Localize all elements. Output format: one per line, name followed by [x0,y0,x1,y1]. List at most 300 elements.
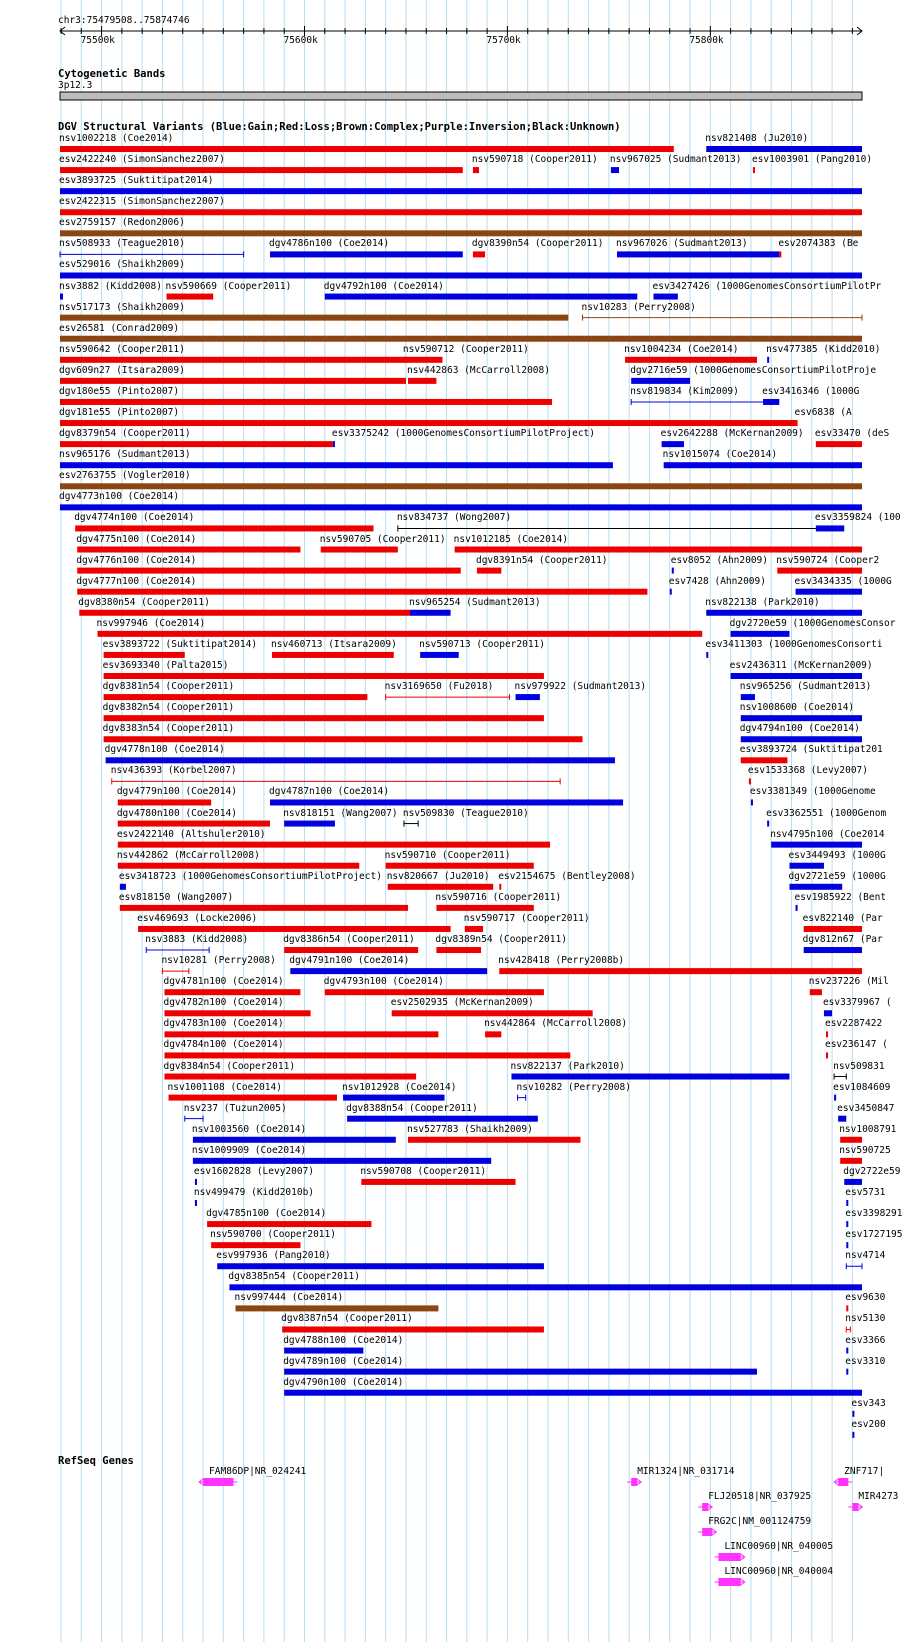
dgv-variant-bar [270,251,463,257]
dgv-feature-label[interactable]: esv3362551 (1000Genom [766,807,887,819]
dgv-variant-bar [436,905,533,911]
dgv-feature-label[interactable]: esv1602828 (Levy2007) [193,1165,315,1177]
ruler-position: chr3:75479508..75874746 [58,15,190,26]
dgv-variant-bar [654,294,678,300]
dgv-feature-label[interactable]: esv3375242 (1000GenomesConsortiumPilotProject) [331,428,595,440]
dgv-variant-bar [60,315,568,321]
dgv-feature-label[interactable]: dgv4782n100 (Coe2014) [163,997,284,1009]
dgv-feature-label[interactable]: nsv1003560 (Coe2014) [191,1123,307,1135]
dgv-feature-label[interactable]: nsv834737 (Wong2007) [396,512,512,524]
dgv-feature-label[interactable]: esv6838 (A [794,407,852,419]
dgv-feature-label[interactable]: dgv4789n100 (Coe2014) [283,1355,404,1367]
refseq-gene-label[interactable]: LINC00960|NR_040005 [724,1541,834,1552]
refseq-gene-exon [702,1528,712,1536]
dgv-feature-label[interactable]: nsv590716 (Cooper2011) [435,891,562,903]
dgv-variant-bar [751,799,753,805]
dgv-feature-label[interactable]: dgv4790n100 (Coe2014) [283,1376,404,1388]
dgv-feature-label[interactable]: dgv180e55 (Pinto2007) [59,385,180,397]
dgv-variant-bar [436,947,481,953]
dgv-feature-label[interactable]: nsv965254 (Sudmant2013) [409,596,541,608]
dgv-feature-label[interactable]: dgv4786n100 (Coe2014) [269,238,390,250]
dgv-variant-bar [420,652,459,658]
dgv-variant-bar [118,842,550,848]
refseq-gene-exon [203,1478,233,1486]
dgv-variant-bar [826,1031,828,1037]
dgv-feature-label[interactable]: dgv2720e59 (1000GenomesConsor [729,617,896,629]
dgv-feature-label[interactable]: nsv10282 (Perry2008) [516,1081,631,1093]
dgv-feature-label[interactable]: esv1003901 (Pang2010) [751,154,873,166]
dgv-feature-label[interactable]: esv7428 (Ahn2009) [668,575,766,587]
dgv-feature-label[interactable]: dgv8388n54 (Cooper2011) [346,1102,478,1114]
dgv-variant-bar [60,399,552,405]
dgv-variant-bar [846,1305,848,1311]
dgv-feature-label[interactable]: nsv820667 (Ju2010) [386,870,490,882]
dgv-variant-bar [408,1137,580,1143]
dgv-variant-bar [473,251,485,257]
dgv-feature-label[interactable]: nsv436393 (Korbel2007) [110,765,237,777]
dgv-variant-bar [816,441,862,447]
dgv-variant-bar [767,821,769,827]
dgv-variant-bar [229,1284,862,1290]
dgv-variant-bar [846,1221,848,1227]
dgv-feature-label[interactable]: nsv965176 (Sudmant2013) [59,449,191,461]
dgv-variant-bar [763,399,779,405]
dgv-variant-bar [731,631,790,637]
dgv-variant-bar [79,610,410,616]
dgv-variant-bar [796,589,862,595]
dgv-track-title[interactable]: DGV Structural Variants (Blue:Gain;Red:Loss;Brown:Complex;Purple:Inversion;Black:Unknown) [58,121,621,133]
dgv-variant-bar [731,673,862,679]
dgv-variant-bar [706,652,708,658]
dgv-variant-bar [834,1095,836,1101]
dgv-feature-label[interactable]: dgv4787n100 (Coe2014) [269,786,390,798]
refseq-gene-label[interactable]: MIR1324|NR_031714 [637,1466,735,1477]
dgv-feature-label[interactable]: esv8052 (Ahn2009) [670,554,768,566]
dgv-feature-label[interactable]: nsv590705 (Cooper2011) [319,533,446,545]
dgv-variant-bar [167,294,214,300]
dgv-feature-label[interactable]: nsv3882 (Kidd2008) [59,280,162,292]
dgv-feature-label[interactable]: dgv4783n100 (Coe2014) [163,1018,284,1030]
dgv-variant-bar [664,462,862,468]
dgv-variant-bar [410,610,451,616]
dgv-feature-label[interactable]: nsv590642 (Cooper2011) [59,343,185,355]
dgv-feature-label[interactable]: nsv965256 (Sudmant2013) [739,681,872,693]
refseq-gene-label[interactable]: MIR4273 [858,1491,899,1502]
dgv-variant-bar [60,167,463,173]
dgv-feature-label[interactable]: esv3418723 (1000GenomesConsortiumPilotProject) [118,870,382,882]
dgv-variant-bar [164,1010,310,1016]
dgv-variant-bar [670,589,672,595]
dgv-feature-label[interactable]: nsv1004234 (Coe2014) [624,343,739,355]
refseq-gene-label[interactable]: FAM86DP|NR_024241 [209,1466,307,1477]
dgv-feature-label[interactable]: dgv8389n54 (Cooper2011) [435,934,567,946]
dgv-feature-label[interactable]: nsv442864 (McCarroll2008) [484,1018,628,1030]
dgv-feature-label[interactable]: nsv1009909 (Coe2014) [191,1144,307,1156]
dgv-feature-label[interactable]: esv2502935 (McKernan2009) [390,997,534,1009]
dgv-feature-label[interactable]: nsv590700 (Cooper2011) [210,1229,336,1241]
dgv-variant-bar [120,884,126,890]
dgv-variant-bar [104,736,583,742]
dgv-variant-bar [741,694,755,700]
dgv-feature-label[interactable]: dgv4776n100 (Coe2014) [76,554,197,566]
refseq-gene-exon [631,1478,637,1486]
dgv-feature-label[interactable]: esv2422315 (SimonSanchez2007) [59,196,225,208]
dgv-feature-label[interactable]: esv3381349 (1000Genome [749,786,876,798]
dgv-variant-bar [741,715,862,721]
dgv-feature-label[interactable]: esv1727195 [845,1229,902,1241]
dgv-feature-label[interactable]: nsv590669 (Cooper2011) [165,280,292,292]
refseq-gene-label[interactable]: LINC00960|NR_040004 [724,1566,834,1577]
dgv-variant-bar [844,1179,862,1185]
dgv-feature-label[interactable]: nsv997444 (Coe2014) [234,1292,344,1304]
dgv-feature-label[interactable]: nsv10281 (Perry2008) [161,955,276,967]
dgv-feature-label[interactable]: nsv1008791 [839,1123,897,1135]
dgv-variant-bar [164,989,300,995]
dgv-variant-bar [77,589,647,595]
dgv-feature-label[interactable]: dgv4777n100 (Coe2014) [76,575,197,587]
dgv-variant-bar [846,1348,848,1354]
refseq-gene-exon [852,1503,858,1511]
dgv-variant-bar [741,736,862,742]
dgv-variant-bar [499,968,862,974]
dgv-feature-label[interactable]: esv2287422 [824,1018,883,1030]
dgv-variant-bar [118,821,270,827]
dgv-feature-label[interactable]: esv2642288 (McKernan2009) [660,428,804,440]
dgv-feature-label[interactable]: dgv4773n100 (Coe2014) [59,491,180,503]
dgv-feature-label[interactable]: nsv590725 [839,1144,891,1156]
dgv-variant-bar [217,1263,544,1269]
dgv-variant-bar [706,610,862,616]
dgv-feature-label[interactable]: esv469693 (Locke2006) [137,912,258,924]
dgv-feature-label[interactable]: nsv822138 (Park2010) [705,596,820,608]
dgv-variant-bar [333,441,335,447]
dgv-variant-bar [284,1369,757,1375]
dgv-variant-bar [104,715,544,721]
dgv-variant-bar [60,294,63,300]
dgv-variant-bar [104,694,368,700]
dgv-feature-label[interactable]: nsv509831 [833,1060,885,1072]
dgv-feature-label[interactable]: esv3893724 (Suktitipat201 [739,744,883,756]
dgv-feature-label[interactable]: nsv1002218 (Coe2014) [59,133,174,144]
dgv-feature-label[interactable]: esv2422240 (SimonSanchez2007) [59,154,225,166]
dgv-variant-bar [617,251,779,257]
dgv-feature-label[interactable]: nsv5130 [845,1313,886,1325]
dgv-feature-label[interactable]: dgv8381n54 (Cooper2011) [102,681,235,693]
dgv-feature-label[interactable]: esv2436311 (McKernan2009) [729,660,873,671]
dgv-feature-label[interactable]: nsv590718 (Cooper2011) [471,154,598,166]
dgv-feature-label[interactable]: esv818150 (Wang2007) [118,891,234,903]
dgv-feature-label[interactable]: nsv821408 (Ju2010) [705,133,809,144]
dgv-variant-bar [164,1074,416,1080]
dgv-variant-bar [662,441,684,447]
dgv-feature-label[interactable]: nsv1012185 (Coe2014) [453,533,569,545]
dgv-feature-label[interactable]: nsv442863 (McCarroll2008) [406,364,550,376]
dgv-feature-label[interactable]: nsv967026 (Sudmant2013) [615,238,748,250]
dgv-feature-label[interactable]: esv343 [851,1397,886,1409]
dgv-variant-bar [325,294,637,300]
refseq-gene-label[interactable]: FRG2C|NM_001124759 [708,1516,812,1527]
dgv-variant-bar [767,357,769,363]
dgv-feature-label[interactable]: esv26581 (Conrad2009) [59,322,180,334]
dgv-feature-label[interactable]: nsv979922 (Sudmant2013) [514,681,647,693]
dgv-feature-label[interactable]: nsv428418 (Perry2008b) [498,955,625,967]
dgv-feature-label[interactable]: esv2154675 (Bentley2008) [498,870,636,882]
dgv-variant-bar [840,1158,862,1164]
dgv-feature-label[interactable]: dgv4784n100 (Coe2014) [163,1039,284,1051]
dgv-feature-label[interactable]: esv1533368 (Levy2007) [747,765,868,777]
dgv-feature-label[interactable]: nsv590712 (Cooper2011) [402,343,529,355]
dgv-feature-label[interactable]: dgv4794n100 (Coe2014) [739,723,860,735]
dgv-feature-label[interactable]: esv3893725 (Suktitipat2014) [59,175,214,187]
dgv-variant-bar [361,1179,515,1185]
dgv-feature-label[interactable]: dgv8390n54 (Cooper2011) [471,238,604,250]
dgv-feature-label[interactable]: nsv818151 (Wang2007) [283,807,398,819]
dgv-feature-label[interactable]: dgv8391n54 (Cooper2011) [475,554,608,566]
dgv-feature-label[interactable]: esv529016 (Shaikh2009) [59,259,185,271]
dgv-variant-bar [169,1095,337,1101]
dgv-feature-label[interactable]: nsv517173 (Shaikh2009) [59,301,185,313]
dgv-variant-bar [272,652,394,658]
dgv-variant-bar [826,1052,828,1058]
dgv-feature-label[interactable]: nsv4714 [845,1250,886,1262]
dgv-feature-label[interactable]: dgv8385n54 (Cooper2011) [228,1271,360,1283]
dgv-feature-label[interactable]: nsv590724 (Cooper2 [776,554,880,566]
dgv-variant-bar [60,462,613,468]
dgv-variant-bar [741,757,788,763]
dgv-variant-bar [477,568,501,574]
dgv-feature-label[interactable]: dgv812n67 (Par [802,934,883,946]
dgv-variant-bar [193,1158,491,1164]
ruler-tick-label[interactable]: 75800k [689,35,724,46]
dgv-feature-label[interactable]: dgv4781n100 (Coe2014) [163,976,284,988]
dgv-variant-bar [499,884,501,890]
dgv-feature-label[interactable]: nsv4795n100 (Coe2014 [770,828,885,840]
refseq-gene-label[interactable]: ZNF717| [844,1466,885,1477]
dgv-variant-bar [164,1052,570,1058]
dgv-feature-label[interactable]: esv3893722 (Suktitipat2014) [102,638,258,650]
dgv-feature-label[interactable]: dgv4793n100 (Coe2014) [323,976,444,988]
dgv-variant-bar [77,568,461,574]
dgv-variant-bar [282,1326,544,1332]
cytoband-label: 3p12.3 [58,80,93,91]
dgv-variant-bar [98,631,703,637]
dgv-feature-label[interactable]: esv997936 (Pang2010) [216,1250,331,1262]
dgv-variant-bar [60,357,406,363]
dgv-feature-label[interactable]: nsv508933 (Teague2010) [59,238,185,250]
dgv-variant-bar [789,884,842,890]
dgv-feature-label[interactable]: nsv967025 (Sudmant2013) [609,154,742,166]
dgv-variant-bar [511,1074,789,1080]
dgv-variant-bar [672,568,674,574]
dgv-feature-label[interactable]: nsv819834 (Kim2009) [630,385,739,397]
ruler-tick-label[interactable]: 75500k [80,35,115,46]
dgv-feature-label[interactable]: nsv10283 (Perry2008) [581,301,696,313]
dgv-feature-label[interactable]: esv3366 [845,1334,886,1346]
dgv-variant-bar [60,272,862,278]
dgv-feature-label[interactable]: nsv997946 (Coe2014) [96,617,206,629]
dgv-variant-bar [284,1348,363,1354]
dgv-feature-label[interactable]: esv822140 (Par [802,912,883,924]
dgv-feature-label[interactable]: nsv590710 (Cooper2011) [384,849,511,861]
dgv-feature-label[interactable]: esv3693340 (Palta2015) [102,660,229,671]
ruler-tick-label[interactable]: 75600k [283,35,318,46]
dgv-variant-bar [60,420,796,426]
dgv-variant-bar [779,251,781,257]
dgv-feature-label[interactable]: nsv460713 (Itsara2009) [271,638,397,650]
dgv-variant-bar [284,1390,862,1396]
dgv-feature-label[interactable]: nsv3883 (Kidd2008) [145,934,249,946]
dgv-variant-bar [465,926,483,932]
dgv-feature-label[interactable]: dgv181e55 (Pinto2007) [59,407,180,419]
dgv-feature-label[interactable]: esv3359824 (100 [814,512,901,524]
dgv-feature-label[interactable]: dgv4780n100 (Coe2014) [116,807,237,819]
dgv-variant-bar [138,926,450,932]
dgv-variant-bar [625,357,757,363]
dgv-feature-label[interactable]: nsv822137 (Park2010) [510,1060,625,1072]
dgv-feature-label[interactable]: dgv4778n100 (Coe2014) [104,744,225,756]
dgv-feature-label[interactable]: esv2759157 (Redon2006) [59,217,185,229]
dgv-variant-bar [473,167,479,173]
dgv-feature-label[interactable]: dgv8379n54 (Cooper2011) [59,428,191,440]
dgv-feature-label[interactable]: nsv237 (Tuzun2005) [183,1102,287,1114]
dgv-feature-label[interactable]: esv3310 [845,1355,886,1367]
dgv-feature-label[interactable]: dgv8384n54 (Cooper2011) [163,1060,296,1072]
dgv-feature-label[interactable]: nsv1008600 (Coe2014) [739,702,855,714]
dgv-variant-bar [75,525,373,531]
dgv-feature-label[interactable]: nsv477385 (Kidd2010) [766,343,881,355]
dgv-variant-bar [852,1432,854,1438]
dgv-feature-label[interactable]: dgv2722e59 [843,1165,901,1177]
dgv-feature-label[interactable]: esv2763755 (Vogler2010) [59,470,191,482]
dgv-variant-bar [804,926,862,932]
dgv-variant-bar [164,1031,438,1037]
dgv-variant-bar [749,778,751,784]
dgv-feature-label[interactable]: dgv4785n100 (Coe2014) [206,1208,327,1220]
dgv-variant-bar [270,799,623,805]
dgv-feature-label[interactable]: nsv590713 (Cooper2011) [419,638,545,650]
dgv-feature-label[interactable]: dgv4792n100 (Coe2014) [323,280,444,292]
dgv-feature-label[interactable]: dgv8386n54 (Cooper2011) [283,934,415,946]
dgv-variant-bar [771,842,862,848]
dgv-feature-label[interactable]: dgv8387n54 (Cooper2011) [281,1313,413,1325]
dgv-variant-bar [207,1221,371,1227]
dgv-variant-bar [824,1010,832,1016]
dgv-feature-label[interactable]: esv3398291 [845,1208,902,1220]
dgv-variant-bar [706,146,862,152]
dgv-feature-label[interactable]: esv3450847 [837,1102,895,1114]
dgv-variant-bar [60,483,862,489]
dgv-feature-label[interactable]: dgv8382n54 (Cooper2011) [102,702,235,714]
dgv-feature-label[interactable]: nsv1012928 (Coe2014) [342,1081,457,1093]
dgv-feature-label[interactable]: nsv509830 (Teague2010) [402,807,529,819]
dgv-feature-label[interactable]: nsv590708 (Cooper2011) [360,1165,487,1177]
dgv-variant-bar [60,146,674,152]
dgv-feature-label[interactable]: nsv442862 (McCarroll2008) [116,849,260,861]
dgv-feature-label[interactable]: dgv609n27 (Itsara2009) [59,364,185,376]
dgv-feature-label[interactable]: esv3434335 (1000G [794,575,892,587]
dgv-feature-label[interactable]: esv2074383 (Be [778,238,859,250]
dgv-variant-bar [321,547,398,553]
dgv-feature-label[interactable]: esv5731 [845,1187,886,1198]
dgv-feature-label[interactable]: esv3427426 (1000GenomesConsortiumPilotPr [652,280,882,292]
dgv-variant-bar [195,1179,197,1185]
dgv-variant-bar [516,694,540,700]
dgv-variant-bar [325,989,544,995]
dgv-variant-bar [236,1305,439,1311]
dgv-feature-label[interactable]: esv1084609 [833,1081,891,1093]
refseq-track-title[interactable]: RefSeq Genes [58,1455,134,1467]
dgv-feature-label[interactable]: esv1985922 (Bent [794,891,887,903]
refseq-gene-label[interactable]: FLJ20518|NR_037925 [708,1491,812,1502]
dgv-variant-bar [60,188,862,194]
dgv-variant-bar [284,821,335,827]
dgv-variant-bar [846,1200,848,1206]
dgv-feature-label[interactable]: dgv4775n100 (Coe2014) [76,533,197,545]
dgv-feature-label[interactable]: dgv8383n54 (Cooper2011) [102,723,235,735]
dgv-feature-label[interactable]: esv3449493 (1000G [788,849,886,861]
dgv-feature-label[interactable]: dgv4788n100 (Coe2014) [283,1334,404,1346]
dgv-feature-label[interactable]: nsv499479 (Kidd2010b) [193,1187,315,1198]
dgv-variant-bar [106,757,615,763]
dgv-variant-bar [60,336,862,342]
dgv-feature-label[interactable]: nsv1015074 (Coe2014) [662,449,778,461]
dgv-feature-label[interactable]: esv9630 [845,1292,886,1304]
dgv-variant-bar [631,378,690,384]
dgv-feature-label[interactable]: esv3411303 (1000GenomesConsorti [705,638,883,650]
dgv-feature-label[interactable]: esv236147 ( [824,1039,888,1051]
dgv-variant-bar [810,989,822,995]
ruler-tick-label[interactable]: 75700k [486,35,521,46]
cytoband-track-title[interactable]: Cytogenetic Bands [58,68,166,80]
dgv-variant-bar [838,1116,846,1122]
dgv-feature-label[interactable]: nsv237226 (Mil [808,976,889,988]
dgv-variant-bar [816,525,844,531]
dgv-variant-bar [777,568,862,574]
dgv-feature-label[interactable]: esv3379967 ( [822,997,892,1009]
dgv-variant-bar [118,799,211,805]
dgv-feature-label[interactable]: dgv4774n100 (Coe2014) [74,512,195,524]
dgv-variant-bar [408,378,436,384]
dgv-feature-label[interactable]: dgv4779n100 (Coe2014) [116,786,237,798]
dgv-feature-label[interactable]: nsv590717 (Cooper2011) [463,912,590,924]
dgv-feature-label[interactable]: dgv2716e59 (1000GenomesConsortiumPilotProje [630,364,877,376]
cytoband-bar [60,92,862,100]
dgv-variant-bar [404,357,443,363]
refseq-gene-exon [718,1578,740,1586]
dgv-feature-label[interactable]: nsv527783 (Shaikh2009) [406,1123,533,1135]
dgv-feature-label[interactable]: nsv1001108 (Coe2014) [167,1081,282,1093]
dgv-variant-bar [193,1137,396,1143]
dgv-variant-bar [611,167,619,173]
dgv-feature-label[interactable]: esv33470 (deS [814,428,890,440]
dgv-variant-bar [347,1116,538,1122]
dgv-variant-bar [60,441,333,447]
dgv-variant-bar [789,863,823,869]
dgv-feature-label[interactable]: esv2422140 (Altshuler2010) [116,828,266,840]
dgv-feature-label[interactable]: dgv8380n54 (Cooper2011) [78,596,210,608]
dgv-feature-label[interactable]: esv200 [851,1418,886,1430]
dgv-variant-bar [796,420,798,426]
dgv-variant-bar [846,1242,848,1248]
dgv-feature-label[interactable]: dgv4791n100 (Coe2014) [289,955,410,967]
dgv-feature-label[interactable]: esv3416346 (1000G [762,385,860,397]
dgv-feature-label[interactable]: dgv2721e59 (1000G [788,870,886,882]
dgv-variant-bar [852,1411,854,1417]
dgv-feature-label[interactable]: nsv3169650 (Fu2018) [384,681,494,693]
dgv-variant-bar [60,209,862,215]
dgv-variant-bar [104,673,544,679]
dgv-variant-bar [804,947,862,953]
